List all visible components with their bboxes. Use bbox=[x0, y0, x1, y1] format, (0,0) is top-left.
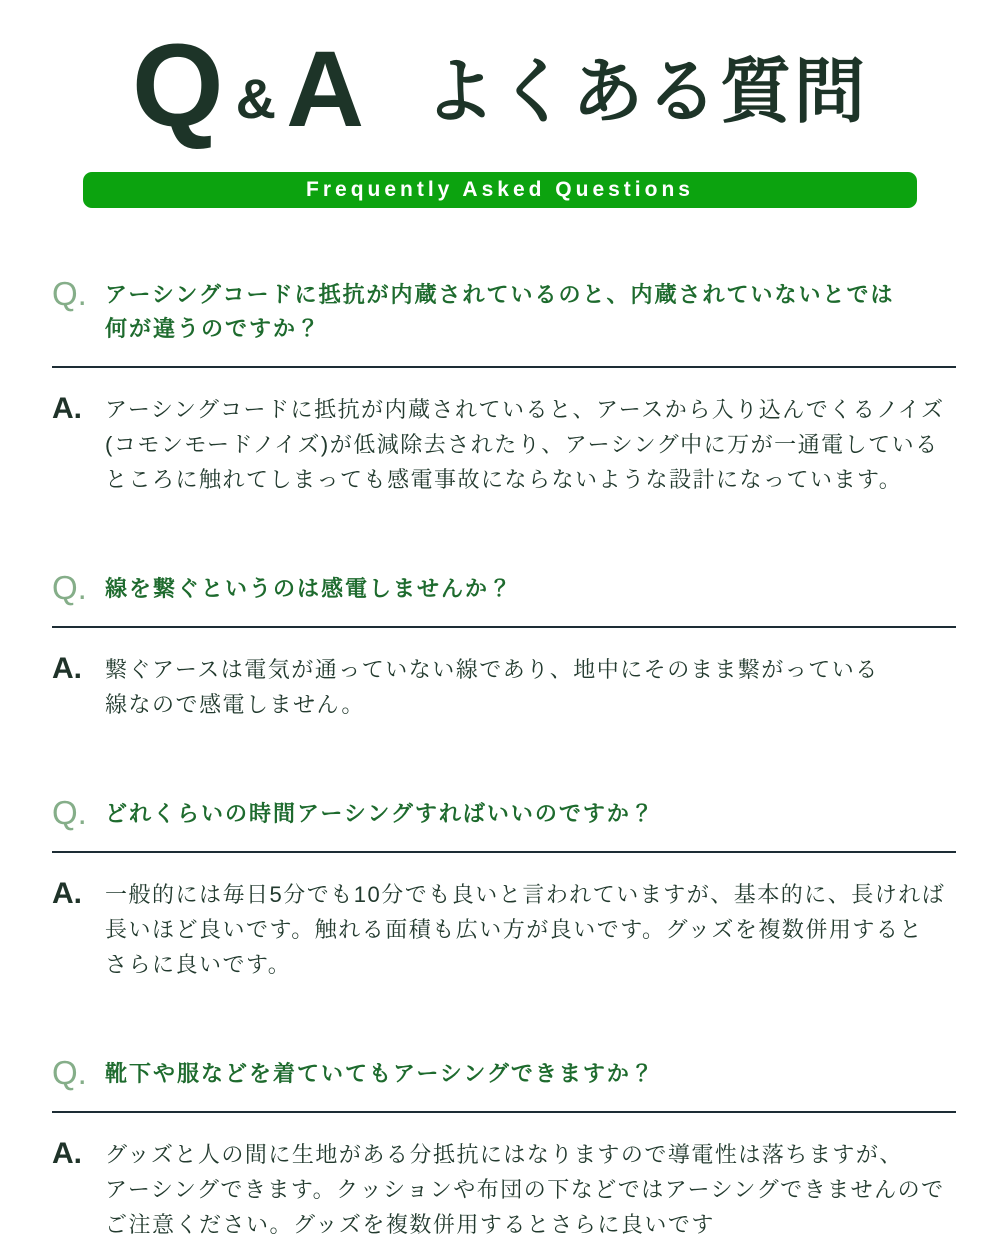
question-text bbox=[105, 570, 513, 606]
question-row bbox=[52, 570, 956, 606]
question-line: 何が違うのですか？ bbox=[105, 316, 322, 341]
answer-line: 長いほど良いです。触れる面積も広い方が良いです。グッズを複数併用すると bbox=[105, 917, 923, 942]
answer-row bbox=[52, 650, 956, 722]
answer-row bbox=[52, 1135, 956, 1242]
divider bbox=[52, 626, 956, 628]
question-text bbox=[105, 795, 655, 831]
faq-list bbox=[0, 208, 1000, 1242]
answer-line: グッズと人の間に生地がある分抵抗にはなりますので導電性は落ちますが、 bbox=[105, 1142, 903, 1167]
answer-text bbox=[105, 390, 945, 497]
question-line: アーシングコードに抵抗が内蔵されているのと、内蔵されていないとでは bbox=[105, 282, 895, 307]
divider bbox=[52, 366, 956, 368]
answer-line: アーシングできます。クッションや布団の下などではアーシングできませんので bbox=[105, 1177, 945, 1202]
question-line: どれくらいの時間アーシングすればいいのですか？ bbox=[105, 801, 655, 826]
answer-text bbox=[105, 1135, 945, 1242]
question-row bbox=[52, 276, 956, 346]
answer-row bbox=[52, 390, 956, 497]
question-label: Q. bbox=[52, 569, 87, 606]
question-line: 靴下や服などを着ていてもアーシングできますか？ bbox=[105, 1061, 655, 1086]
question-label: Q. bbox=[52, 794, 87, 831]
answer-row bbox=[52, 875, 956, 982]
question-row bbox=[52, 795, 956, 831]
faq-banner-label: Frequently Asked Questions bbox=[306, 178, 694, 201]
answer-label: A. bbox=[52, 652, 82, 685]
answer-line: ご注意ください。グッズを複数併用するとさらに良いです bbox=[105, 1212, 715, 1237]
answer-line: 一般的には毎日5分でも10分でも良いと言われていますが、基本的に、長ければ bbox=[105, 882, 946, 907]
answer-line: さらに良いです。 bbox=[105, 952, 292, 977]
qa-logo bbox=[131, 20, 365, 152]
logo-ampersand: & bbox=[235, 67, 277, 130]
logo-q: Q bbox=[131, 20, 224, 152]
header-row bbox=[0, 20, 1000, 152]
answer-line: ところに触れてしまっても感電事故にならないような設計になっています。 bbox=[105, 467, 903, 492]
answer-line: 線なので感電しません。 bbox=[105, 692, 365, 717]
question-text bbox=[105, 276, 894, 346]
faq-item bbox=[52, 795, 956, 982]
question-text bbox=[105, 1055, 655, 1091]
question-line: 線を繋ぐというのは感電しませんか？ bbox=[105, 576, 514, 601]
question-label: Q. bbox=[52, 275, 87, 312]
divider bbox=[52, 851, 956, 853]
answer-label: A. bbox=[52, 1137, 82, 1170]
header bbox=[0, 0, 1000, 208]
question-row bbox=[52, 1055, 956, 1091]
answer-label: A. bbox=[52, 877, 82, 910]
answer-line: 繋ぐアースは電気が通っていない線であり、地中にそのまま繋がっている bbox=[105, 657, 879, 682]
faq-banner bbox=[83, 172, 917, 208]
page-title: よくある質問 bbox=[424, 53, 869, 132]
faq-item bbox=[52, 276, 956, 497]
answer-text bbox=[105, 875, 945, 982]
answer-text bbox=[105, 650, 879, 722]
divider bbox=[52, 1111, 956, 1113]
answer-line: アーシングコードに抵抗が内蔵されていると、アースから入り込んでくるノイズ bbox=[105, 397, 945, 422]
logo-a: A bbox=[286, 28, 365, 149]
question-label: Q. bbox=[52, 1054, 87, 1091]
answer-label: A. bbox=[52, 392, 82, 425]
answer-line: (コモンモードノイズ)が低減除去されたり、アーシング中に万が一通電している bbox=[105, 432, 939, 457]
faq-item bbox=[52, 570, 956, 722]
faq-item bbox=[52, 1055, 956, 1242]
